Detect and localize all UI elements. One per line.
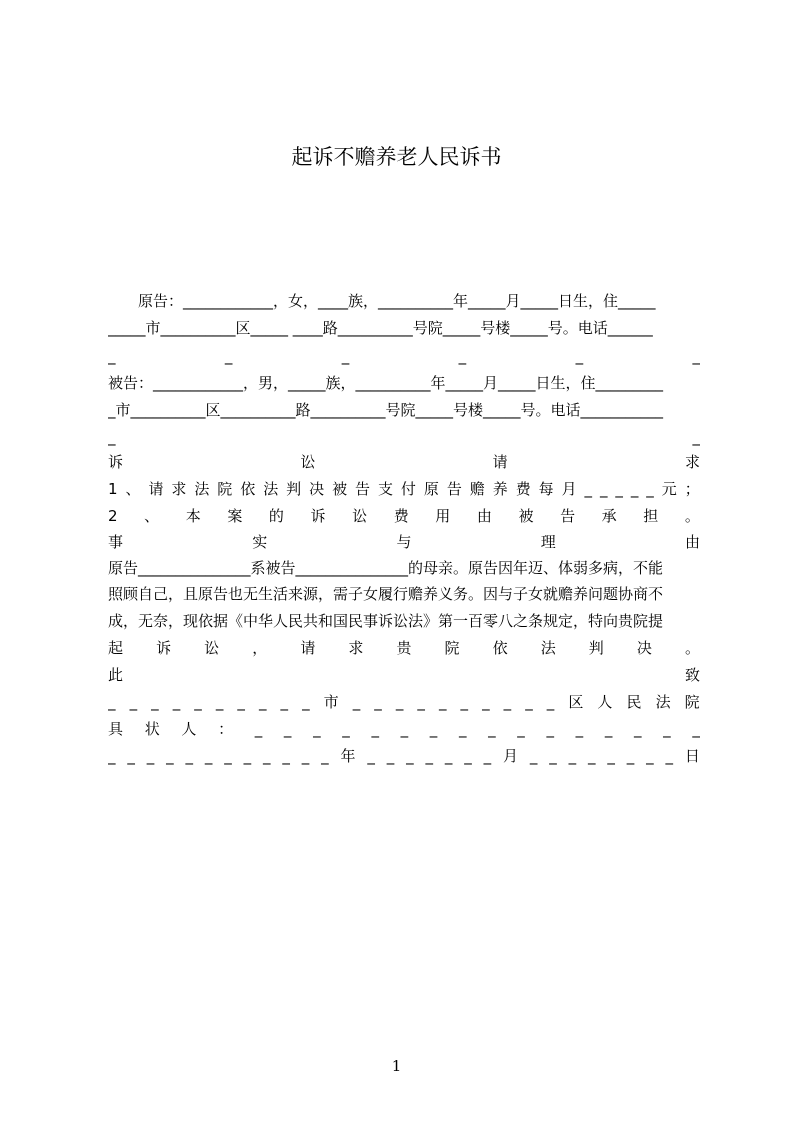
justified-token: 实 — [252, 533, 268, 551]
justified-token: _ — [321, 747, 329, 765]
justified-token: 求 — [684, 453, 700, 471]
justified-token: 院 — [444, 639, 460, 657]
justified-token: _ — [458, 347, 467, 365]
facts-line-2: 照顾自己，且原告也无生活来源，需子女履行赡养义务。因与子女就赡养问题协商不 — [108, 585, 664, 603]
justified-token: _ — [429, 720, 438, 738]
claim-item-2 — [108, 506, 700, 526]
justified-token: _ — [482, 693, 490, 711]
justified-token: 、 — [125, 480, 141, 498]
justified-token: _ — [352, 693, 361, 711]
justified-token: 决 — [309, 480, 325, 498]
justified-token: 告 — [560, 507, 576, 525]
justified-token: 被 — [332, 480, 348, 498]
justified-token: _ — [237, 693, 245, 711]
justified-token: _ — [108, 428, 116, 446]
justified-token: _ — [204, 747, 213, 765]
justified-token: _ — [224, 347, 233, 365]
justified-token: _ — [444, 747, 453, 765]
justified-token: 请 — [492, 453, 508, 471]
justified-token: 2 — [108, 507, 118, 525]
justified-token: 费 — [515, 480, 531, 498]
justified-token: _ — [342, 720, 350, 738]
justified-token: _ — [692, 428, 700, 446]
justified-token: _ — [151, 693, 159, 711]
claim-item-1 — [108, 479, 700, 499]
page-number: 1 — [391, 1057, 402, 1075]
justified-token: _ — [599, 480, 608, 498]
justified-token: _ — [546, 693, 555, 711]
justified-token: 判 — [588, 639, 604, 657]
justified-token: 法 — [540, 639, 556, 657]
justified-token: _ — [146, 747, 155, 765]
justified-token: 诉 — [310, 507, 326, 525]
justified-token: _ — [129, 693, 138, 711]
justified-token: 讼 — [352, 507, 368, 525]
justified-token: _ — [663, 720, 671, 738]
justified-token: 告 — [446, 480, 462, 498]
defendant-line-1: 被告：____________，男，_____族，__________年_____月_____日生，住_________ — [108, 374, 664, 392]
justified-token: 诉 — [108, 453, 124, 471]
justified-token: 具 — [108, 720, 124, 738]
justified-token: ； — [684, 480, 700, 498]
justified-token: 判 — [286, 480, 302, 498]
justified-token: 的 — [268, 507, 284, 525]
justified-token: _ — [367, 747, 375, 765]
justified-token: _ — [254, 720, 263, 738]
justified-token: _ — [692, 347, 700, 365]
justified-token: 依 — [492, 639, 508, 657]
justified-token: 人 — [597, 693, 613, 711]
justified-token: _ — [301, 747, 310, 765]
justified-token: 付 — [400, 480, 416, 498]
justified-token: 此 — [108, 666, 124, 684]
justified-token: _ — [517, 720, 525, 738]
justified-token: 被 — [518, 507, 534, 525]
justified-token: _ — [425, 747, 434, 765]
facts-line-4 — [108, 638, 700, 658]
justified-token: _ — [546, 720, 554, 738]
justified-token: 法 — [655, 693, 671, 711]
justified-token: 院 — [217, 480, 233, 498]
justified-token: _ — [588, 747, 596, 765]
justified-token: _ — [127, 747, 135, 765]
justified-token: _ — [604, 720, 613, 738]
justified-token: _ — [224, 747, 232, 765]
justified-token: _ — [172, 693, 181, 711]
justified-token: _ — [395, 693, 404, 711]
justified-token: _ — [665, 747, 674, 765]
court-line — [108, 692, 700, 712]
justified-token: 致 — [684, 666, 700, 684]
justified-token: 原 — [423, 480, 439, 498]
justified-token: ， — [252, 639, 268, 657]
facts-line-3: 成，无奈，现依据《中华人民共和国民事诉讼法》第一百零八之条规定，特向贵院提 — [108, 612, 664, 630]
justified-token: 年 — [340, 747, 356, 765]
justified-token: 案 — [227, 507, 243, 525]
justified-token: _ — [529, 747, 538, 765]
document-title: 起诉不赡养老人民诉书 — [291, 145, 502, 169]
justified-token: _ — [400, 720, 409, 738]
justified-token: _ — [280, 693, 288, 711]
justified-token: _ — [549, 747, 557, 765]
justified-token: _ — [464, 747, 472, 765]
justified-token: _ — [108, 347, 116, 365]
justified-token: _ — [406, 747, 414, 765]
justified-token: _ — [575, 347, 584, 365]
justified-token: 与 — [396, 533, 412, 551]
justified-token: 起 — [108, 639, 124, 657]
justified-token: _ — [166, 747, 174, 765]
justified-token: _ — [243, 747, 252, 765]
justified-token: 人 — [181, 720, 197, 738]
justified-token: 决 — [636, 639, 652, 657]
justified-token: 元 — [661, 480, 677, 498]
justified-token: _ — [417, 693, 425, 711]
justified-token: 养 — [492, 480, 508, 498]
justified-token: _ — [371, 720, 379, 738]
justified-token: _ — [108, 747, 116, 765]
justified-token: _ — [646, 480, 654, 498]
justified-token: 请 — [148, 480, 164, 498]
justified-token: 事 — [108, 533, 124, 551]
justified-token: _ — [575, 720, 584, 738]
justified-token: 承 — [601, 507, 617, 525]
justified-token: 月 — [503, 747, 519, 765]
justified-token: 。 — [684, 507, 700, 525]
justified-token: 日 — [684, 747, 700, 765]
justified-token: _ — [584, 480, 593, 498]
justified-token: _ — [302, 693, 310, 711]
facts-line-1: 原告_______________系被告_______________的母亲。原告因年迈、体弱多病，不能 — [108, 559, 664, 577]
justified-token: 由 — [476, 507, 492, 525]
justified-token: 法 — [263, 480, 279, 498]
justified-token: _ — [374, 693, 382, 711]
justified-token: 由 — [684, 533, 700, 551]
justified-token: _ — [525, 693, 533, 711]
plaintiff-line-1: 原告：____________，女，____族，__________年_____月_____日生，住_____ — [108, 292, 656, 310]
justified-token: 每 — [538, 480, 554, 498]
plaintiff-line-2: _____市__________区_____ ____路__________号院_____号楼_____号。电话______ — [108, 319, 653, 337]
justified-token: ： — [218, 720, 234, 738]
justified-token: 求 — [348, 639, 364, 657]
justified-token: 理 — [540, 533, 556, 551]
justified-token: 院 — [684, 693, 700, 711]
justified-token: 讼 — [204, 639, 220, 657]
justified-token: _ — [194, 693, 202, 711]
justified-token: 诉 — [156, 639, 172, 657]
justified-token: 依 — [240, 480, 256, 498]
defendant-line-3 — [108, 427, 700, 447]
justified-token: _ — [488, 720, 496, 738]
justified-token: _ — [282, 747, 290, 765]
justified-token: _ — [185, 747, 193, 765]
defendant-line-2: _市__________区__________路__________号院_____号楼_____号。电话___________ — [108, 401, 664, 419]
justified-token: _ — [626, 747, 635, 765]
justified-token: 。 — [684, 639, 700, 657]
justified-token: _ — [438, 693, 447, 711]
salutation — [108, 665, 700, 685]
justified-token: _ — [460, 693, 469, 711]
justified-token: _ — [503, 693, 512, 711]
facts-heading — [108, 532, 700, 552]
justified-token: 民 — [626, 693, 642, 711]
justified-token: _ — [630, 480, 639, 498]
justified-token: _ — [258, 693, 267, 711]
justified-token: _ — [615, 480, 623, 498]
justified-token: 状 — [144, 720, 160, 738]
justified-token: 1 — [108, 480, 118, 498]
claims-heading — [108, 452, 700, 472]
justified-token: 告 — [355, 480, 371, 498]
justified-token: _ — [341, 347, 350, 365]
justified-token: 月 — [561, 480, 577, 498]
justified-token: _ — [692, 720, 700, 738]
justified-token: 请 — [300, 639, 316, 657]
signer-line — [108, 719, 700, 739]
justified-token: _ — [263, 747, 271, 765]
justified-token: 区 — [568, 693, 584, 711]
justified-token: 支 — [377, 480, 393, 498]
date-line — [108, 746, 700, 766]
justified-token: _ — [646, 747, 654, 765]
justified-token: _ — [458, 720, 467, 738]
justified-token: 本 — [185, 507, 201, 525]
justified-token: _ — [108, 693, 116, 711]
justified-token: 法 — [194, 480, 210, 498]
justified-token: _ — [386, 747, 395, 765]
justified-token: _ — [607, 747, 615, 765]
plaintiff-line-3 — [108, 346, 700, 366]
justified-token: 用 — [435, 507, 451, 525]
justified-token: _ — [568, 747, 577, 765]
justified-token: 、 — [144, 507, 160, 525]
justified-token: 担 — [643, 507, 659, 525]
justified-token: _ — [283, 720, 292, 738]
justified-token: _ — [313, 720, 321, 738]
justified-token: _ — [483, 747, 492, 765]
justified-token: _ — [215, 693, 224, 711]
justified-token: 求 — [171, 480, 187, 498]
justified-token: 费 — [393, 507, 409, 525]
justified-token: 市 — [323, 693, 339, 711]
justified-token: _ — [633, 720, 642, 738]
justified-token: 贵 — [396, 639, 412, 657]
justified-token: 赡 — [469, 480, 485, 498]
justified-token: 讼 — [300, 453, 316, 471]
